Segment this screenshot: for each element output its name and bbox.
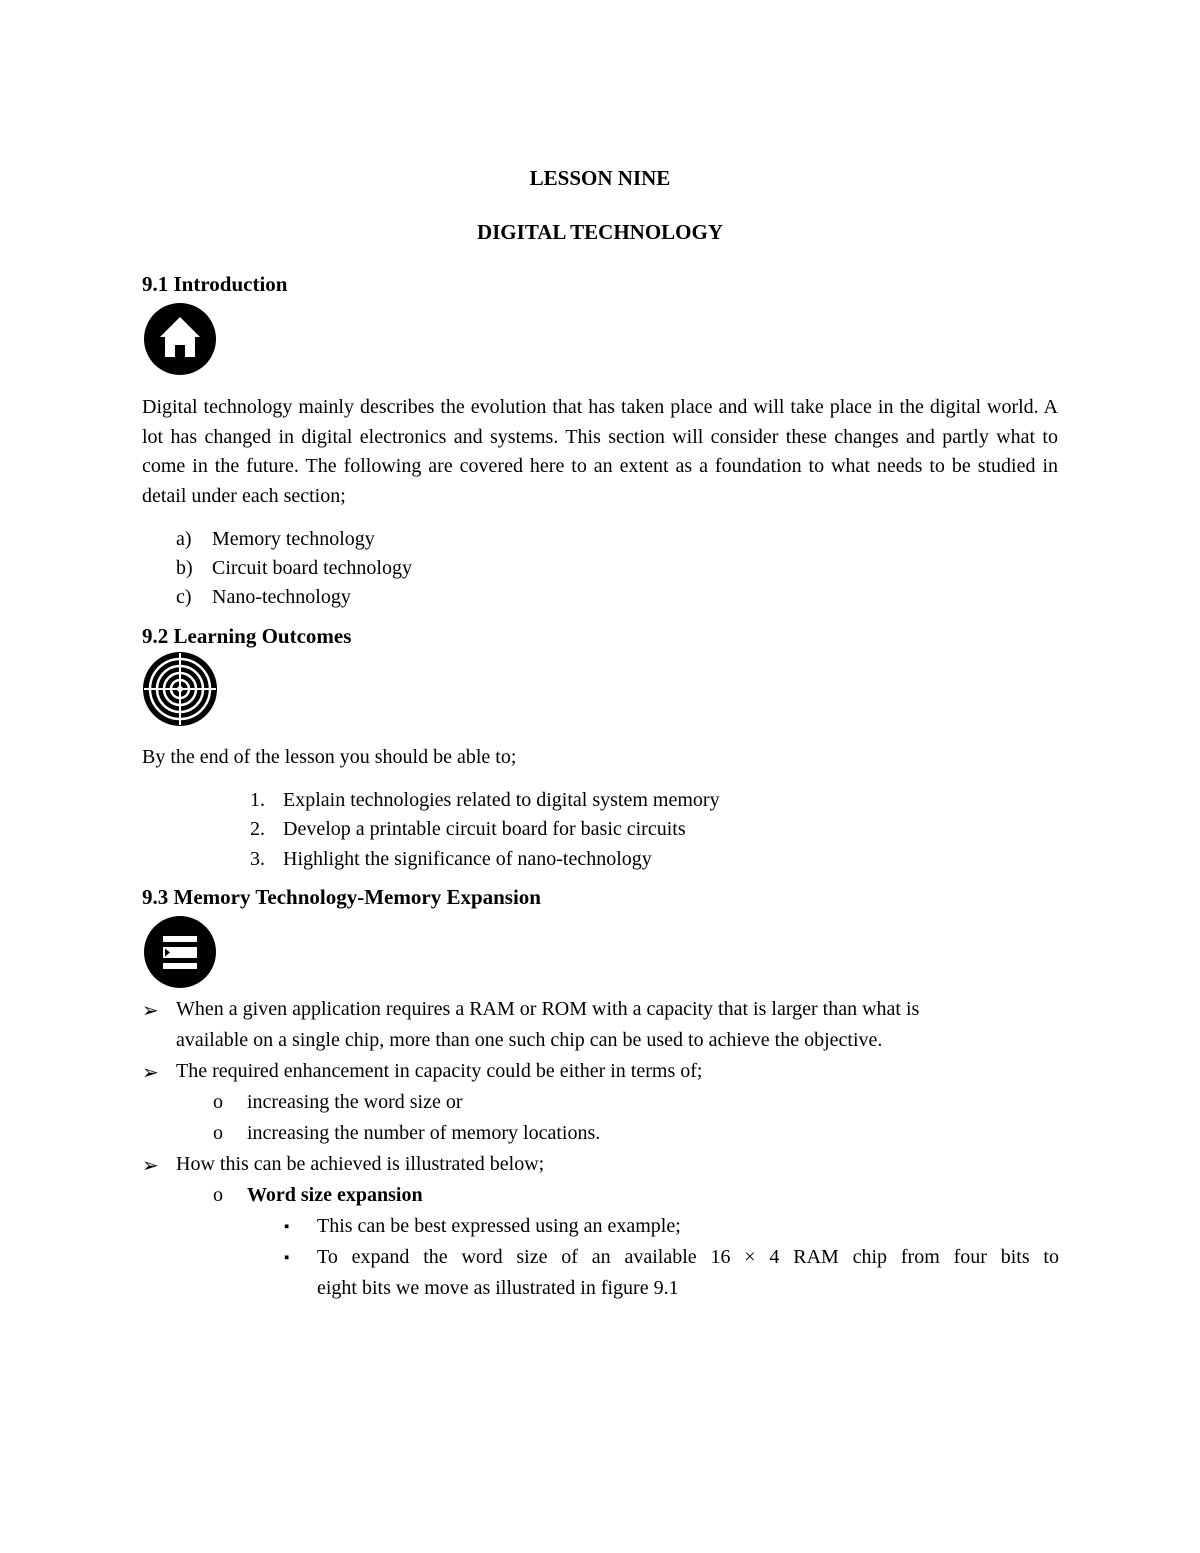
- list-item: How this can be achieved is illustrated below;: [176, 1153, 545, 1175]
- square-bullet-icon: ▪: [284, 1219, 290, 1235]
- circle-bullet-icon: o: [213, 1122, 223, 1144]
- list-item: Highlight the significance of nano-technology: [283, 848, 652, 870]
- section-heading-introduction: 9.1 Introduction: [142, 272, 288, 296]
- list-item: Explain technologies related to digital system memory: [283, 789, 720, 811]
- target-icon: [142, 651, 218, 727]
- sub-list-item: increasing the word size or: [247, 1091, 463, 1113]
- list-marker: 1.: [250, 789, 265, 811]
- sub-sub-list-item: This can be best expressed using an example;: [317, 1215, 681, 1237]
- list-item: Develop a printable circuit board for basic circuits: [283, 818, 686, 840]
- intro-paragraph: Digital technology mainly describes the evolution that has taken place and will take place in the digital world. A lot has changed in digital electronics and systems. This section will consider these changes and partly what to come in the future. The following are covered here to an extent as a foundation to what needs to be studied in detail under each section;: [142, 396, 1058, 507]
- list-item: Memory technology: [212, 528, 375, 550]
- arrow-bullet-icon: ➢: [142, 1062, 159, 1084]
- lesson-title: LESSON NINE: [529, 166, 671, 190]
- list-item-continuation: available on a single chip, more than one such chip can be used to achieve the objective.: [176, 1029, 883, 1051]
- lesson-subtitle: DIGITAL TECHNOLOGY: [476, 220, 724, 244]
- square-bullet-icon: ▪: [284, 1250, 290, 1266]
- circle-bullet-icon: o: [213, 1091, 223, 1113]
- sub-sub-list-item-continuation: eight bits we move as illustrated in figure 9.1: [317, 1277, 679, 1299]
- section-heading-learning-outcomes: 9.2 Learning Outcomes: [142, 624, 352, 648]
- list-marker: c): [176, 586, 192, 608]
- sub-list-item: increasing the number of memory locations.: [247, 1122, 601, 1144]
- content-list-icon: [142, 914, 218, 990]
- list-item: Nano-technology: [212, 586, 351, 608]
- list-item: The required enhancement in capacity could be either in terms of;: [176, 1060, 703, 1082]
- circle-bullet-icon: o: [213, 1184, 223, 1206]
- list-marker: a): [176, 528, 192, 550]
- list-marker: 3.: [250, 848, 265, 870]
- home-icon: [142, 301, 218, 377]
- list-marker: b): [176, 557, 193, 579]
- outcomes-lead: By the end of the lesson you should be able to;: [142, 746, 517, 768]
- list-item: When a given application requires a RAM or ROM with a capacity that is larger than what is: [176, 998, 920, 1020]
- section-heading-memory-technology: 9.3 Memory Technology-Memory Expansion: [142, 885, 541, 909]
- arrow-bullet-icon: ➢: [142, 1155, 159, 1177]
- arrow-bullet-icon: ➢: [142, 1000, 159, 1022]
- sub-sub-list-item: To expand the word size of an available 16 × 4 RAM chip from four bits to: [317, 1246, 1059, 1268]
- sub-list-item-word-size-expansion: Word size expansion: [247, 1184, 423, 1206]
- list-item: Circuit board technology: [212, 557, 412, 579]
- list-marker: 2.: [250, 818, 265, 840]
